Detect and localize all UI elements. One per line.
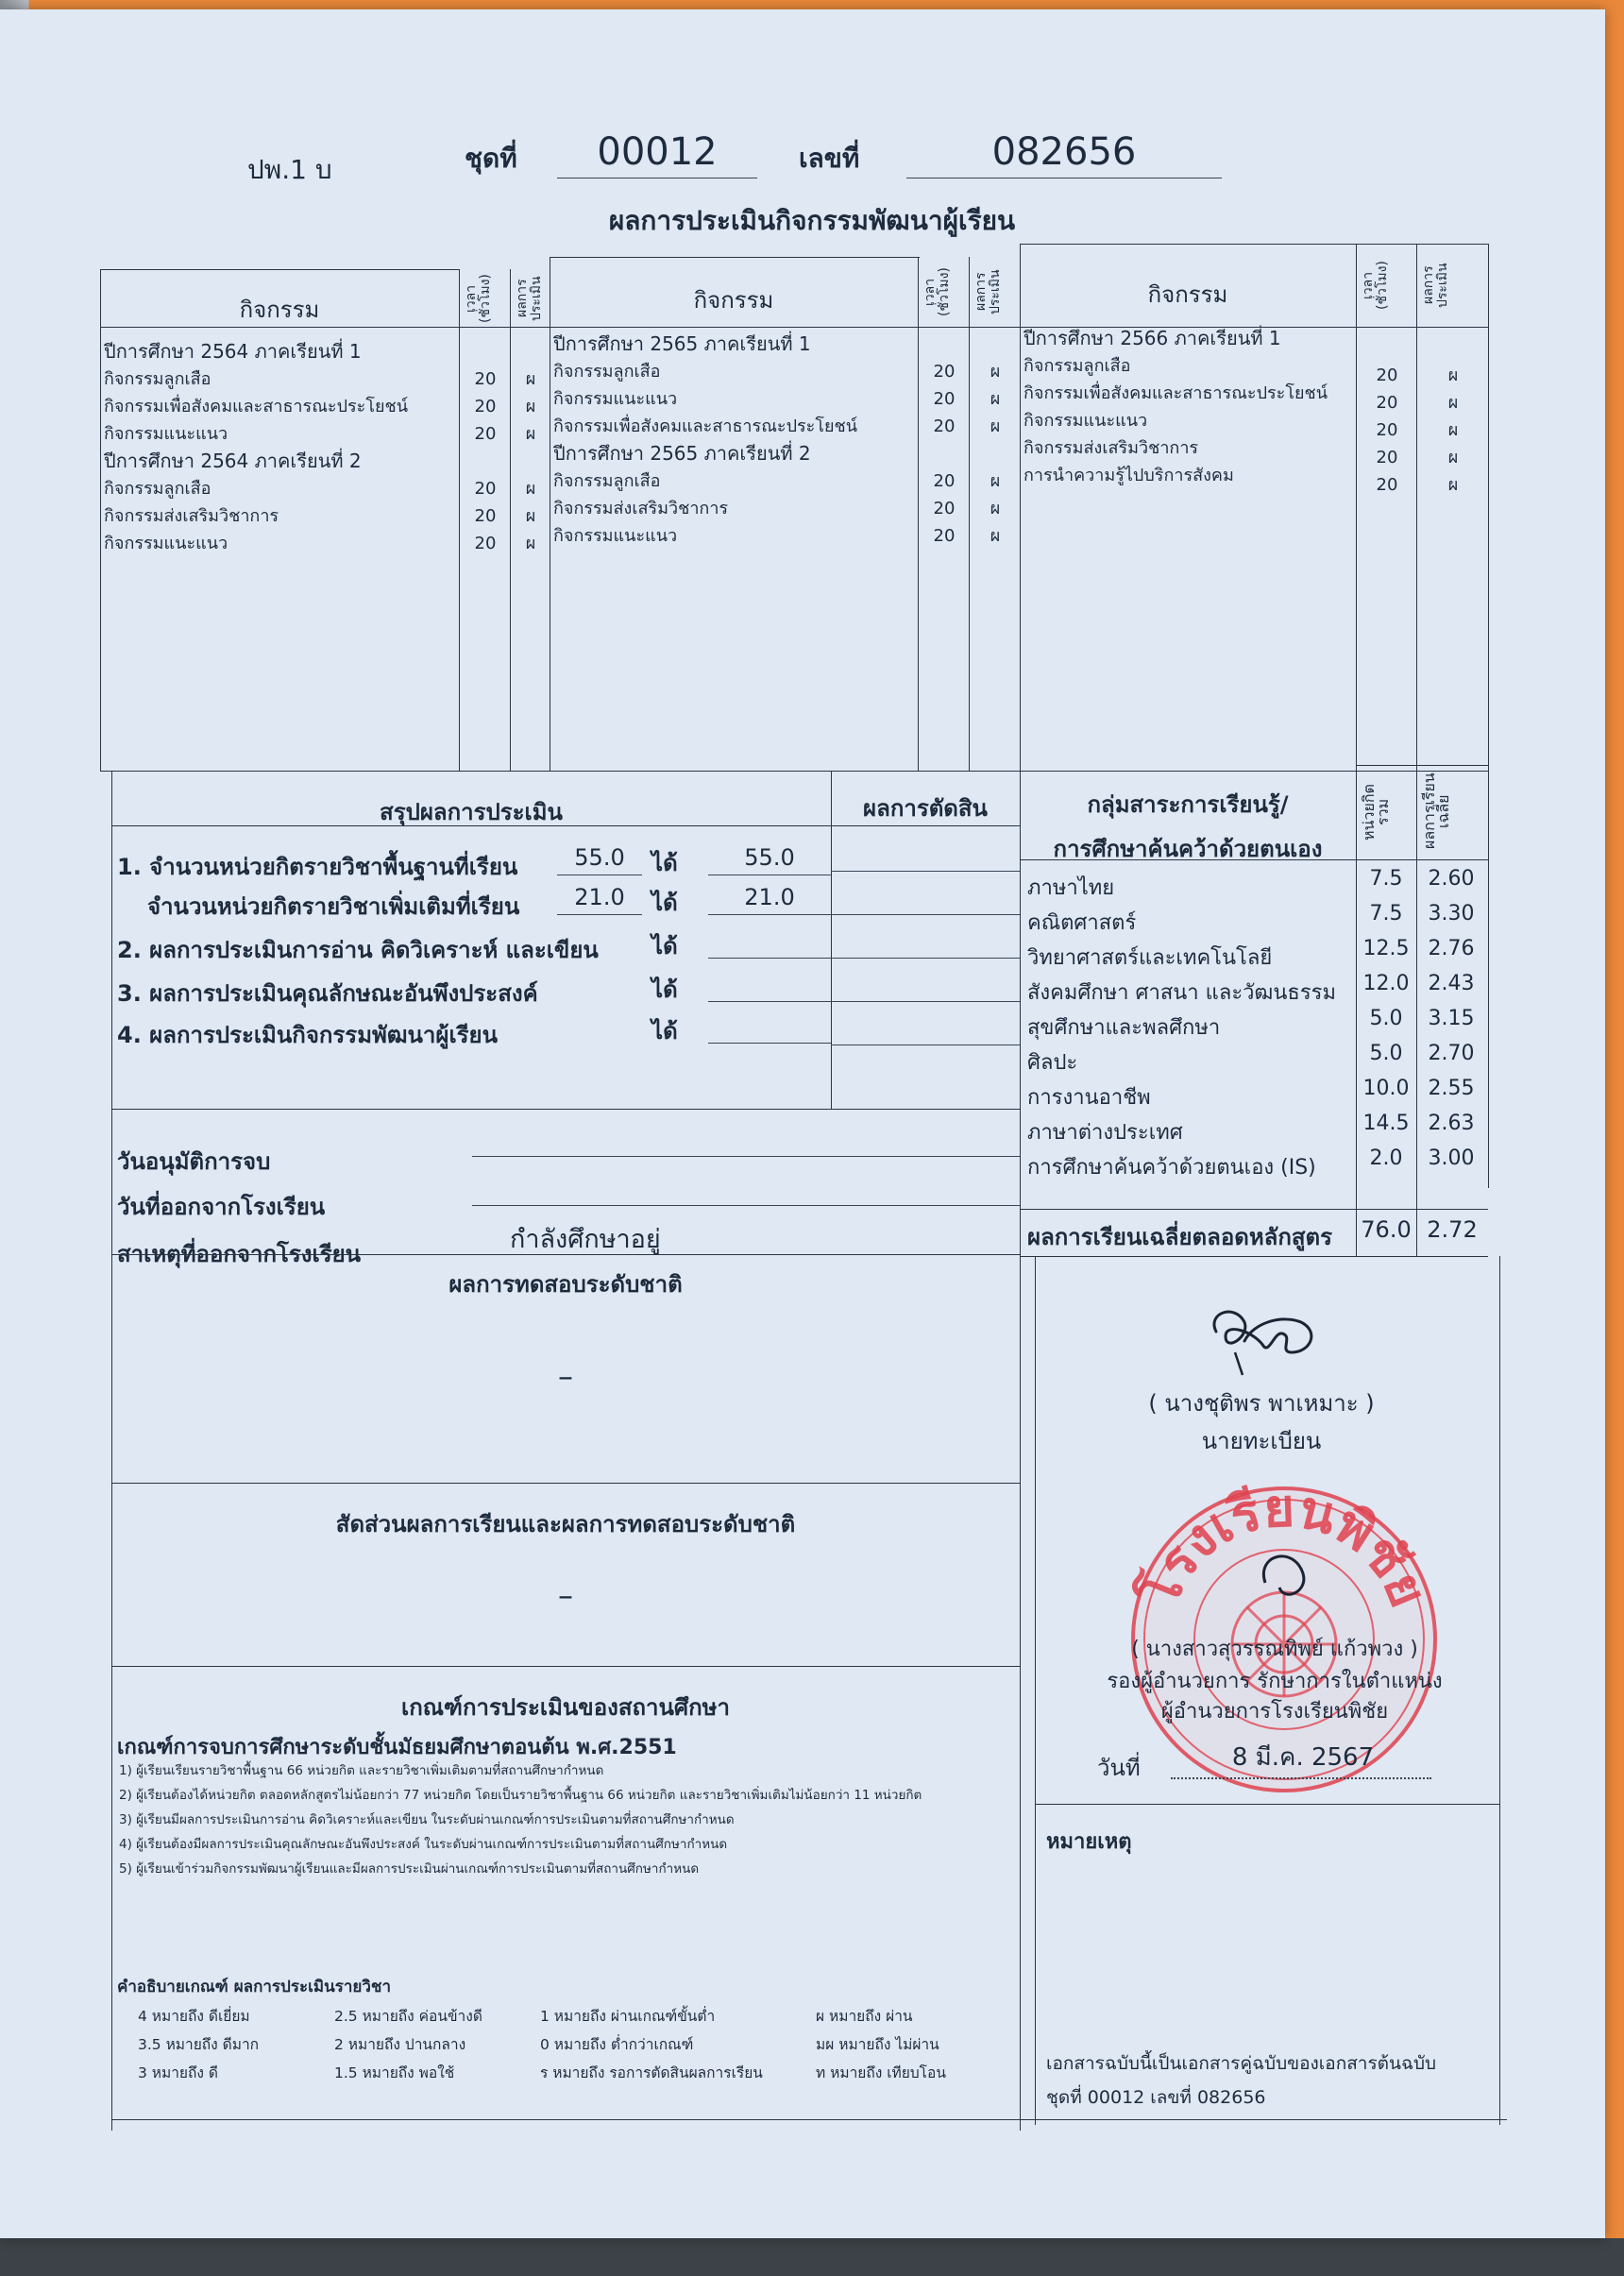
grade-gpa: 2.43 [1428,972,1475,995]
seal-text: โรงเรียนพิชัย [1128,1477,1440,1616]
activity-result [971,331,1020,358]
activity-name: การนำความรู้ไปบริการสังคม [1023,466,1234,485]
activity-list-1 [104,338,457,557]
deputy-position-1: รองผู้อำนวยการ รักษาการในตำแหน่ง [1107,1670,1443,1693]
activity-result: ผ [1447,475,1459,495]
result-list-3 [1418,334,1488,499]
deputy-name: ( นางสาวสุวรรณทิพย์ แก้วพวง ) [1131,1638,1418,1661]
grades-header [1020,786,1356,867]
leave-label: วันที่ออกจากโรงเรียน [117,1194,326,1220]
grade-row [1023,863,1488,898]
activity-result [512,448,550,475]
got-label: ได้ [651,933,678,960]
grade-gpa: 2.55 [1428,1077,1475,1100]
grade-credits: 14.5 [1362,1112,1410,1135]
year-heading: ปีการศึกษา 2566 ภาคเรียนที่ 1 [1023,327,1281,349]
activity-result [971,440,1020,467]
activity-name: กิจกรรมแนะแนว [1023,411,1148,431]
activity-name: กิจกรรมลูกเสือ [104,479,211,499]
year-heading: ปีการศึกษา 2565 ภาคเรียนที่ 2 [553,442,811,465]
activity-hours: 20 [1376,475,1398,495]
legend-cell: 2.5 หมายถึง ค่อนข้างดี [334,2008,482,2025]
activity-name: กิจกรรมแนะแนว [553,526,678,546]
hours-list-2 [920,331,969,550]
got-label: ได้ [651,977,678,1003]
decision-title: ผลการตัดสิน [863,795,988,822]
activity-hours: 20 [933,526,956,546]
legend-cell: 4 หมายถึง ดีเยี่ยม [138,2008,250,2025]
credits-header: หน่วยกิต รวม [1360,784,1392,841]
grades-header-line2: การศึกษาค้นคว้าด้วยตนเอง [1053,836,1323,862]
activity-name: กิจกรรมเพื่อสังคมและสาธารณะประโยชน์ [1023,383,1328,403]
activity-name: กิจกรรมลูกเสือ [553,362,661,382]
page-title: ผลการประเมินกิจกรรมพัฒนาผู้เรียน [608,205,1016,236]
total-label: ผลการเรียนเฉลี่ยตลอดหลักสูตร [1027,1224,1333,1250]
legend-row [138,2004,1016,2032]
grade-row [1023,1143,1488,1178]
grade-subject: ภาษาไทย [1027,876,1115,900]
criteria-subtitle: เกณฑ์การจบการศึกษาระดับชั้นมัธยมศึกษาตอนต้น พ.ศ.2551 [117,1736,677,1759]
total-credits: 76.0 [1361,1216,1412,1243]
summary-item-value: 55.0 [574,844,625,871]
legend-title: คำอธิบายเกณฑ์ ผลการประเมินรายวิชา [117,1978,392,1996]
legend-cell: 2 หมายถึง ปานกลาง [334,2036,466,2053]
legend-row [138,2061,1016,2089]
grade-gpa: 3.30 [1428,902,1475,926]
grade-row [1023,1073,1488,1108]
approve-label: วันอนุมัติการจบ [117,1148,271,1175]
activity-name: กิจกรรมส่งเสริมวิชาการ [104,506,279,526]
summary-title: สรุปผลการประเมิน [380,799,563,825]
hours-header-1: เวลา (ชั่วโมง) [464,274,493,323]
activity-list-2 [553,331,916,550]
legend-cell: 1.5 หมายถึง พอใช้ [334,2064,455,2081]
legend-cell: ร หมายถึง รอการตัดสินผลการเรียน [540,2064,763,2081]
activity-result: ผ [1447,365,1459,385]
grade-subject: การศึกษาค้นคว้าด้วยตนเอง (IS) [1027,1156,1316,1180]
grade-gpa: 2.76 [1428,937,1475,960]
activity-col-header-1: กิจกรรม [239,297,320,323]
activity-result [1418,334,1488,362]
national-test-title: ผลการทดสอบระดับชาติ [448,1271,683,1298]
legend-cell: 0 หมายถึง ต่ำกว่าเกณฑ์ [540,2036,694,2053]
summary-item-label: 1. จำนวนหน่วยกิตรายวิชาพื้นฐานที่เรียน [117,854,518,880]
criteria-line: 1) ผู้เรียนเรียนรายวิชาพื้นฐาน 66 หน่วยกิต และรายวิชาเพิ่มเติมตามที่สถานศึกษากำหนด [119,1763,604,1778]
result-header-1: ผลการ ประเมิน [515,276,544,321]
deputy-position-2: ผู้อำนวยการโรงเรียนพิชัย [1160,1700,1389,1724]
got-label: ได้ [651,1018,678,1045]
grade-subject: วิทยาศาสตร์และเทคโนโลยี [1027,946,1273,970]
grade-subject: การงานอาชีพ [1027,1086,1151,1110]
grade-subject: สุขศึกษาและพลศึกษา [1027,1016,1221,1040]
activity-hours: 20 [933,416,956,436]
registrar-name: ( นางชุติพร พาเหมาะ ) [1148,1390,1375,1417]
activity-result: ผ [990,389,1001,409]
national-test-value: – [558,1358,573,1394]
grade-gpa: 2.63 [1428,1112,1475,1135]
criteria-line: 5) ผู้เรียนเข้าร่วมกิจกรรมพัฒนาผู้เรียนและมีผลการประเมินผ่านเกณฑ์การประเมินตามที่สถานศึกษากำหนด [119,1861,700,1877]
activity-name: กิจกรรมเพื่อสังคมและสาธารณะประโยชน์ [104,397,409,416]
activity-hours: 20 [474,506,497,526]
grade-credits: 2.0 [1369,1146,1403,1170]
reason-label: สาเหตุที่ออกจากโรงเรียน [117,1241,362,1267]
activity-result: ผ [990,471,1001,491]
activity-result [512,338,550,365]
activity-result: ผ [525,479,536,499]
activity-hours: 20 [933,389,956,409]
activity-hours: 20 [1376,420,1398,440]
grades-header-line1: กลุ่มสาระการเรียนรู้/ [1087,791,1289,818]
result-header-2: ผลการ ประเมิน [973,269,1003,314]
grade-gpa: 2.60 [1428,867,1475,891]
grade-row [1023,933,1488,968]
criteria-line: 3) ผู้เรียนมีผลการประเมินการอ่าน คิดวิเคราะห์และเขียน ในระดับผ่านเกณฑ์การประเมินตามที่สถานศึกษากำหนด [119,1812,735,1827]
total-gpa: 2.72 [1427,1216,1478,1243]
grade-row [1023,1003,1488,1038]
hours-list-1 [461,338,510,557]
criteria-line: 2) ผู้เรียนต้องได้หน่วยกิต ตลอดหลักสูตรไม่น้อยกว่า 77 หน่วยกิต โดยเป็นรายวิชาพื้นฐาน 66 หน่วยกิต และรายวิชาเพิ่มเติมไม่น้อยกว่า 11 หน่วยกิต [119,1788,922,1803]
criteria-line: 4) ผู้เรียนต้องมีผลการประเมินคุณลักษณะอันพึงประสงค์ ในระดับผ่านเกณฑ์การประเมินตามที่สถานศึกษากำหนด [119,1837,728,1852]
document-number: 082656 [991,130,1137,174]
date-label: วันที่ [1097,1755,1141,1781]
grade-credits: 7.5 [1369,902,1403,926]
registrar-position: นายทะเบียน [1201,1428,1322,1454]
grade-gpa: 3.00 [1428,1146,1475,1170]
result-header-3: ผลการ ประเมิน [1421,263,1450,308]
activity-hours [920,331,969,358]
activity-result: ผ [1447,420,1459,440]
summary-item-label: 2. ผลการประเมินการอ่าน คิดวิเคราะห์ และเขียน [117,937,599,963]
legend-cell: มผ หมายถึง ไม่ผ่าน [816,2036,939,2053]
activity-result: ผ [990,499,1001,518]
activity-result: ผ [525,369,536,389]
legend-row [138,2032,1016,2061]
remarks-title: หมายเหตุ [1046,1830,1132,1854]
grade-subject: สังคมศึกษา ศาสนา และวัฒนธรรม [1027,981,1336,1005]
activity-result: ผ [1447,393,1459,413]
summary-item-got: 21.0 [744,884,795,910]
activity-result: ผ [990,416,1001,436]
activity-name: กิจกรรมแนะแนว [553,389,678,409]
ratio-value: – [558,1577,573,1613]
activity-col-header-2: กิจกรรม [693,287,774,314]
year-heading: ปีการศึกษา 2565 ภาคเรียนที่ 1 [553,332,811,355]
grade-credits: 7.5 [1369,867,1403,891]
hours-header-3: เวลา (ชั่วโมง) [1361,261,1390,310]
activity-result: ผ [1447,448,1459,467]
activity-result: ผ [525,397,536,416]
activity-hours: 20 [933,471,956,491]
criteria-list [119,1758,1016,1881]
grade-row [1023,968,1488,1003]
activity-hours: 20 [933,499,956,518]
summary-item-label: 4. ผลการประเมินกิจกรรมพัฒนาผู้เรียน [117,1022,499,1048]
result-list-1 [512,338,550,557]
grade-gpa: 3.15 [1428,1007,1475,1030]
activity-hours [461,448,510,475]
year-heading: ปีการศึกษา 2564 ภาคเรียนที่ 2 [104,450,362,472]
grade-row [1023,1038,1488,1073]
form-code: ปพ.1 บ [247,154,332,185]
result-list-2 [971,331,1020,550]
grade-subject: คณิตศาสตร์ [1027,911,1137,935]
registrar-signature [1188,1294,1339,1379]
legend-cell: 3 หมายถึง ดี [138,2064,218,2081]
activity-name: กิจกรรมแนะแนว [104,424,228,444]
grade-credits: 5.0 [1369,1007,1403,1030]
activity-name: กิจกรรมเพื่อสังคมและสาธารณะประโยชน์ [553,416,858,436]
activity-hours: 20 [474,534,497,553]
activity-hours: 20 [1376,393,1398,413]
year-heading: ปีการศึกษา 2564 ภาคเรียนที่ 1 [104,340,362,363]
activity-result: ผ [525,424,536,444]
activity-name: กิจกรรมส่งเสริมวิชาการ [1023,438,1199,458]
signature-icon [1188,1294,1339,1379]
activity-list-3 [1023,325,1354,489]
activity-result: ผ [525,534,536,553]
legend-table [138,2004,1016,2089]
remarks-line-2: ชุดที่ 00012 เลขที่ 082656 [1046,2087,1266,2108]
activity-name: กิจกรรมลูกเสือ [1023,356,1131,376]
activity-hours [920,440,969,467]
grade-row [1023,1108,1488,1143]
ratio-title: สัดส่วนผลการเรียนและผลการทดสอบระดับชาติ [335,1511,796,1537]
activity-hours: 20 [1376,365,1398,385]
activity-hours [1358,334,1416,362]
criteria-title: เกณฑ์การประเมินของสถานศึกษา [401,1694,730,1721]
gpa-header: ผลการเรียน เฉลี่ย [1420,773,1452,850]
hours-header-2: เวลา (ชั่วโมง) [922,267,952,316]
legend-cell: 3.5 หมายถึง ดีมาก [138,2036,260,2053]
got-label: ได้ [651,890,678,916]
grade-row [1023,898,1488,933]
legend-cell: ผ หมายถึง ผ่าน [816,2008,913,2025]
number-label: เลขที่ [799,143,860,174]
reason-value: กำลังศึกษาอยู่ [510,1225,661,1254]
activity-result: ผ [990,526,1001,546]
grade-subject: ภาษาต่างประเทศ [1027,1121,1183,1145]
activity-name: กิจกรรมส่งเสริมวิชาการ [553,499,729,518]
summary-item-value: 21.0 [574,884,625,910]
series-label: ชุดที่ [465,143,517,174]
activity-hours: 20 [474,397,497,416]
summary-item-label: จำนวนหน่วยกิตรายวิชาเพิ่มเติมที่เรียน [147,893,520,920]
date-value: 8 มี.ค. 2567 [1231,1743,1375,1772]
transcript-page [0,9,1605,2238]
grade-subject: ศิลปะ [1027,1051,1078,1075]
activity-hours: 20 [474,369,497,389]
got-label: ได้ [651,850,678,876]
summary-item-label: 3. ผลการประเมินคุณลักษณะอันพึงประสงค์ [117,980,538,1007]
grade-credits: 12.0 [1362,972,1410,995]
activity-hours: 20 [1376,448,1398,467]
activity-hours: 20 [933,362,956,382]
activity-result: ผ [525,506,536,526]
activity-hours: 20 [474,479,497,499]
grade-credits: 10.0 [1362,1077,1410,1100]
activity-col-header-3: กิจกรรม [1147,281,1228,308]
hours-list-3 [1358,334,1416,499]
remarks-line-1: เอกสารฉบับนี้เป็นเอกสารคู่ฉบับของเอกสารต้นฉบับ [1046,2053,1437,2074]
grade-gpa: 2.70 [1428,1042,1475,1065]
grade-credits: 12.5 [1362,937,1410,960]
series-number: 00012 [597,130,718,174]
activity-hours [461,338,510,365]
activity-hours: 20 [474,424,497,444]
activity-name: กิจกรรมลูกเสือ [553,471,661,491]
legend-cell: 1 หมายถึง ผ่านเกณฑ์ขั้นต่ำ [540,2008,716,2025]
grade-credits: 5.0 [1369,1042,1403,1065]
summary-item-got: 55.0 [744,844,795,871]
grades-rows [1023,863,1488,1207]
activity-result: ผ [990,362,1001,382]
legend-cell: ท หมายถึง เทียบโอน [816,2064,946,2081]
activity-name: กิจกรรมลูกเสือ [104,369,211,389]
table-surface [0,2238,1624,2276]
activity-name: กิจกรรมแนะแนว [104,534,228,553]
